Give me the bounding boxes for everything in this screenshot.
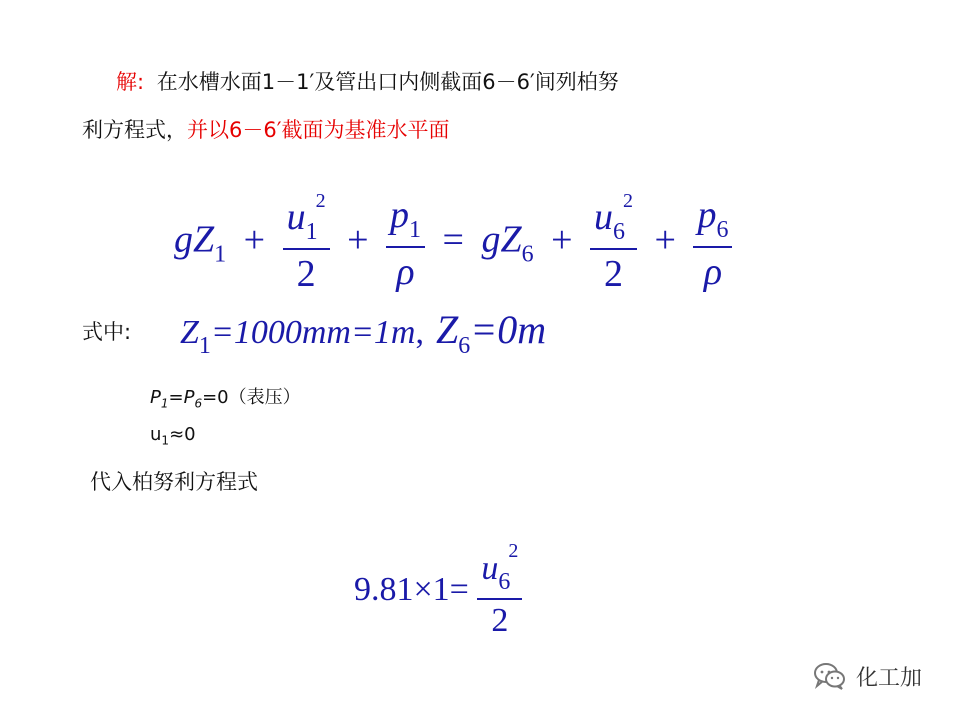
- solution-text-2a: 利方程式，: [82, 118, 187, 142]
- where-equation: [180, 306, 546, 360]
- eq1-frac-p1: [386, 193, 425, 294]
- final-frac: [477, 540, 522, 640]
- where-label: 式中:: [82, 320, 132, 344]
- watermark: [812, 660, 922, 692]
- substitute-label: 代入柏努利方程式: [90, 470, 258, 494]
- eq1-u6: u: [594, 196, 614, 238]
- bernoulli-equation: [174, 190, 732, 296]
- final-u6-sq: 2: [508, 540, 519, 562]
- where-z6: Z: [435, 307, 459, 352]
- pressure-condition: [150, 383, 301, 411]
- eq1-equals: =: [442, 218, 464, 261]
- eq1-p1-sub: 1: [409, 216, 422, 243]
- final-lhs: 9.81×1=: [354, 571, 469, 608]
- eq1-plus-3: +: [551, 218, 573, 261]
- where-z6-value: =0m: [470, 307, 547, 352]
- eq1-u1-sub: 1: [305, 219, 318, 245]
- eq1-plus-1: +: [243, 218, 266, 261]
- eq1-u1: u: [286, 196, 306, 238]
- eq1-sub1: 1: [214, 241, 227, 268]
- eq1-rho-b: ρ: [703, 250, 723, 293]
- eq1-u6-sub: 6: [613, 219, 626, 245]
- eq1-frac-u1: [283, 190, 330, 296]
- cond-p6: =P: [168, 387, 195, 408]
- cond-u1: u: [150, 424, 162, 445]
- final-u6: u: [481, 550, 499, 587]
- velocity-condition: [150, 424, 196, 448]
- solution-label: 解:: [116, 70, 145, 94]
- cond-p1: P: [150, 387, 161, 408]
- where-z1-sub: 1: [198, 333, 211, 359]
- eq1-rho-a: ρ: [396, 250, 415, 293]
- eq1-den-2b: 2: [604, 253, 624, 295]
- final-equation: [354, 540, 522, 640]
- eq1-plus-4: +: [654, 218, 676, 261]
- eq1-plus-2: +: [347, 218, 369, 261]
- eq1-u1-sq: 2: [315, 190, 326, 212]
- eq1-gz1: gZ: [174, 218, 215, 261]
- where-z6-sub: 6: [458, 333, 471, 359]
- eq1-sub6: 6: [521, 241, 534, 268]
- eq1-p6: p: [697, 193, 717, 236]
- eq1-frac-p6: [693, 193, 732, 294]
- eq1-p1: p: [390, 193, 410, 236]
- where-comma: ,: [415, 314, 424, 351]
- eq1-den-2a: 2: [296, 253, 316, 295]
- solution-text-2b: 并以6－6′截面为基准水平面: [187, 118, 450, 142]
- eq1-p6-sub: 6: [716, 216, 729, 243]
- cond-u-end: ≈0: [169, 424, 196, 445]
- cond-u1-sub: 1: [161, 433, 170, 448]
- solution-line-1: [116, 66, 619, 96]
- solution-text-1: 在水槽水面1－1′及管出口内侧截面6－6′间列柏努: [156, 70, 619, 94]
- solution-line-2: [82, 114, 450, 144]
- cond-p-end: =0（表压）: [202, 387, 301, 408]
- eq1-u6-sq: 2: [623, 190, 634, 212]
- watermark-text: 化工加: [856, 665, 923, 691]
- where-z1: Z: [180, 314, 199, 351]
- eq1-gz6: gZ: [481, 218, 522, 261]
- final-u6-sub: 6: [498, 569, 511, 595]
- wechat-icon: [812, 660, 848, 692]
- eq1-frac-u6: [590, 190, 637, 296]
- where-z1-value: =1000mm=1m: [210, 314, 416, 351]
- final-den: 2: [491, 602, 509, 639]
- cond-p1-sub: 1: [160, 396, 169, 411]
- cond-p6-sub: 6: [194, 396, 203, 411]
